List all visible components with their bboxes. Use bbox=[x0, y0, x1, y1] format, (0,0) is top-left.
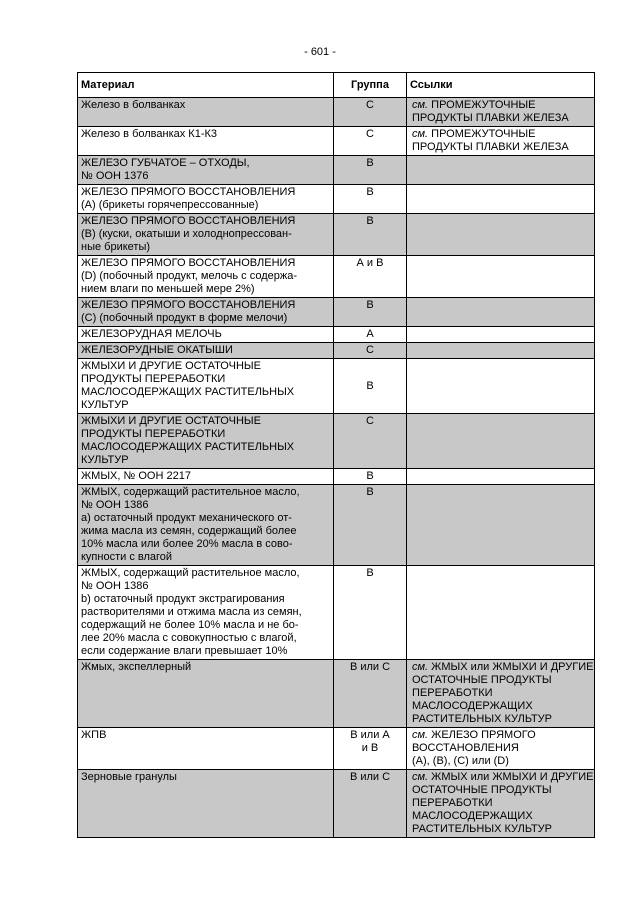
material-cell bbox=[78, 98, 334, 127]
see-marker: см. bbox=[412, 661, 429, 673]
material-line: ЖМЫХИ И ДРУГИЕ ОСТАТОЧНЫЕ bbox=[81, 415, 261, 427]
material-line: если содержание влаги превышает 10% bbox=[81, 645, 288, 657]
cargo-table bbox=[77, 72, 595, 838]
material-line: ЖПВ bbox=[81, 729, 107, 741]
reference-line-wrap bbox=[412, 755, 591, 768]
reference-line-wrap bbox=[412, 823, 591, 836]
reference-line-wrap bbox=[412, 674, 591, 687]
material-line: жима масла из семян, содержащий более bbox=[81, 525, 297, 537]
material-cell bbox=[78, 728, 334, 770]
header-references: Ссылки bbox=[407, 73, 595, 98]
group-cell bbox=[334, 214, 407, 256]
group-line: C bbox=[366, 128, 374, 140]
references-cell bbox=[407, 469, 595, 485]
page-number: - 601 - bbox=[304, 46, 336, 58]
group-line: B bbox=[366, 567, 374, 579]
see-marker: см. bbox=[412, 771, 429, 783]
reference-line-wrap bbox=[412, 661, 594, 674]
references-cell bbox=[407, 660, 595, 728]
reference-line-wrap bbox=[412, 771, 594, 784]
material-line: ЖЕЛЕЗО ПРЯМОГО ВОССТАНОВЛЕНИЯ bbox=[81, 257, 296, 269]
references-cell bbox=[407, 327, 595, 343]
table-row bbox=[78, 414, 595, 469]
group-cell bbox=[334, 256, 407, 298]
material-cell bbox=[78, 359, 334, 414]
group-line: B bbox=[366, 299, 374, 311]
material-cell bbox=[78, 156, 334, 185]
material-cell bbox=[78, 485, 334, 566]
material-line: (D) (побочный продукт, мелочь с содержа- bbox=[81, 270, 297, 282]
group-line: B или C bbox=[349, 661, 391, 673]
table-row bbox=[78, 728, 595, 770]
reference-line: МАСЛОСОДЕРЖАЩИХ bbox=[412, 700, 533, 712]
group-cell bbox=[334, 343, 407, 359]
material-line: (С) (побочный продукт в форме мелочи) bbox=[81, 312, 288, 324]
reference-line: ЖМЫХ или ЖМЫХИ И ДРУГИЕ bbox=[431, 661, 594, 673]
reference-line: ПЕРЕРАБОТКИ bbox=[412, 687, 493, 699]
material-line: ЖЕЛЕЗОРУДНЫЕ ОКАТЫШИ bbox=[81, 344, 233, 356]
table-row bbox=[78, 127, 595, 156]
material-line: b) остаточный продукт экстрагирования bbox=[81, 593, 285, 605]
material-line: купности с влагой bbox=[81, 551, 173, 563]
reference-line: ЖЕЛЕЗО ПРЯМОГО bbox=[431, 729, 536, 741]
table-row bbox=[78, 185, 595, 214]
group-line: B bbox=[366, 470, 374, 482]
material-cell bbox=[78, 185, 334, 214]
material-cell bbox=[78, 660, 334, 728]
reference-line-wrap bbox=[412, 810, 591, 823]
group-line: B bbox=[366, 379, 374, 392]
reference-line-wrap bbox=[412, 713, 591, 726]
group-cell bbox=[334, 566, 407, 660]
group-line: B bbox=[366, 186, 374, 198]
material-line: Жмых, экспеллерный bbox=[81, 661, 192, 673]
material-line: Зерновые гранулы bbox=[81, 771, 177, 783]
references-cell bbox=[407, 185, 595, 214]
reference-line: (А), (В), (С) или (D) bbox=[412, 755, 509, 767]
references-cell bbox=[407, 127, 595, 156]
material-line: ЖМЫХ, № ООН 2217 bbox=[81, 470, 191, 482]
material-line: содержащий не более 10% масла и не бо- bbox=[81, 619, 299, 631]
see-marker: см. bbox=[412, 128, 429, 140]
reference-line: ЖМЫХ или ЖМЫХИ И ДРУГИЕ bbox=[431, 771, 594, 783]
group-line: B или C bbox=[349, 771, 391, 783]
group-cell bbox=[334, 185, 407, 214]
header-group: Группа bbox=[334, 73, 407, 98]
see-marker: см. bbox=[412, 99, 429, 111]
references-cell bbox=[407, 256, 595, 298]
references-cell bbox=[407, 770, 595, 838]
table-row bbox=[78, 469, 595, 485]
reference-line: ПРОДУКТЫ ПЛАВКИ ЖЕЛЕЗА bbox=[412, 112, 569, 124]
group-line: B bbox=[366, 157, 374, 169]
table-row bbox=[78, 298, 595, 327]
reference-line: ПРОМЕЖУТОЧНЫЕ bbox=[431, 99, 536, 111]
reference-line-wrap bbox=[412, 797, 591, 810]
material-line: ЖМЫХИ И ДРУГИЕ ОСТАТОЧНЫЕ bbox=[81, 360, 261, 372]
table-body bbox=[78, 98, 595, 838]
table-row bbox=[78, 156, 595, 185]
references-cell bbox=[407, 214, 595, 256]
material-cell bbox=[78, 469, 334, 485]
reference-line-wrap bbox=[412, 128, 591, 141]
material-line: КУЛЬТУР bbox=[81, 399, 129, 411]
material-line: лее 20% масла с совокупностью с влагой, bbox=[81, 632, 297, 644]
material-line: ЖЕЛЕЗО ГУБЧАТОЕ – ОТХОДЫ, bbox=[81, 157, 250, 169]
reference-line-wrap bbox=[412, 700, 591, 713]
group-cell bbox=[334, 660, 407, 728]
references-cell bbox=[407, 728, 595, 770]
material-line: ЖМЫХ, содержащий растительное масло, bbox=[81, 486, 300, 498]
material-line: ПРОДУКТЫ ПЕРЕРАБОТКИ bbox=[81, 373, 226, 385]
group-line: C bbox=[366, 99, 374, 111]
group-cell bbox=[334, 414, 407, 469]
material-line: МАСЛОСОДЕРЖАЩИХ РАСТИТЕЛЬНЫХ bbox=[81, 386, 295, 398]
references-cell bbox=[407, 98, 595, 127]
group-cell bbox=[334, 327, 407, 343]
reference-line-wrap bbox=[412, 112, 591, 125]
group-cell bbox=[334, 770, 407, 838]
material-line: КУЛЬТУР bbox=[81, 454, 129, 466]
references-cell bbox=[407, 485, 595, 566]
group-line: и B bbox=[361, 742, 379, 754]
material-line: 10% масла или более 20% масла в сово- bbox=[81, 538, 293, 550]
group-cell bbox=[334, 728, 407, 770]
reference-line-wrap bbox=[412, 141, 591, 154]
material-cell bbox=[78, 343, 334, 359]
reference-line: ОСТАТОЧНЫЕ ПРОДУКТЫ bbox=[412, 784, 552, 796]
table-row bbox=[78, 214, 595, 256]
reference-line-wrap bbox=[412, 784, 591, 797]
material-line: МАСЛОСОДЕРЖАЩИХ РАСТИТЕЛЬНЫХ bbox=[81, 441, 295, 453]
material-line: ЖЕЛЕЗО ПРЯМОГО ВОССТАНОВЛЕНИЯ bbox=[81, 215, 296, 227]
reference-line: РАСТИТЕЛЬНЫХ КУЛЬТУР bbox=[412, 823, 553, 835]
material-line: ЖЕЛЕЗО ПРЯМОГО ВОССТАНОВЛЕНИЯ bbox=[81, 299, 296, 311]
table-row bbox=[78, 770, 595, 838]
reference-line: РАСТИТЕЛЬНЫХ КУЛЬТУР bbox=[412, 713, 553, 725]
group-line: B или A bbox=[350, 729, 390, 741]
reference-line-wrap bbox=[412, 99, 591, 112]
reference-line: ПРОДУКТЫ ПЛАВКИ ЖЕЛЕЗА bbox=[412, 141, 569, 153]
table-row bbox=[78, 485, 595, 566]
material-line: нием влаги по меньшей мере 2%) bbox=[81, 283, 255, 295]
reference-line-wrap bbox=[412, 729, 591, 742]
group-cell bbox=[334, 156, 407, 185]
references-cell bbox=[407, 156, 595, 185]
table-row bbox=[78, 343, 595, 359]
material-line: ЖЕЛЕЗО ПРЯМОГО ВОССТАНОВЛЕНИЯ bbox=[81, 186, 296, 198]
group-line: А и В bbox=[356, 257, 384, 269]
group-line: C bbox=[366, 344, 374, 356]
references-cell bbox=[407, 566, 595, 660]
group-cell bbox=[334, 298, 407, 327]
reference-line: ПЕРЕРАБОТКИ bbox=[412, 797, 493, 809]
table-row bbox=[78, 256, 595, 298]
material-line: (В) (куски, окатыши и холоднопрессован- bbox=[81, 228, 292, 240]
material-line: № ООН 1386 bbox=[81, 580, 149, 592]
table-row bbox=[78, 660, 595, 728]
material-cell bbox=[78, 770, 334, 838]
table-row bbox=[78, 359, 595, 414]
references-cell bbox=[407, 343, 595, 359]
table-row bbox=[78, 566, 595, 660]
material-line: № ООН 1386 bbox=[81, 499, 149, 511]
references-cell bbox=[407, 298, 595, 327]
references-cell bbox=[407, 414, 595, 469]
group-cell bbox=[334, 359, 407, 414]
group-line: A bbox=[366, 328, 374, 340]
reference-line: ПРОМЕЖУТОЧНЫЕ bbox=[431, 128, 536, 140]
group-cell bbox=[334, 485, 407, 566]
table-row bbox=[78, 98, 595, 127]
material-line: Железо в болванках bbox=[81, 99, 186, 111]
material-line: a) остаточный продукт механического от- bbox=[81, 512, 292, 524]
material-line: № ООН 1376 bbox=[81, 170, 149, 182]
material-cell bbox=[78, 414, 334, 469]
material-line: Железо в болванках К1-К3 bbox=[81, 128, 218, 140]
reference-line: ОСТАТОЧНЫЕ ПРОДУКТЫ bbox=[412, 674, 552, 686]
reference-line-wrap bbox=[412, 742, 591, 755]
group-line: C bbox=[366, 415, 374, 427]
material-cell bbox=[78, 214, 334, 256]
material-line: растворителями и отжима масла из семян, bbox=[81, 606, 302, 618]
table-header-row bbox=[78, 73, 595, 98]
reference-line: ВОССТАНОВЛЕНИЯ bbox=[412, 742, 519, 754]
material-cell bbox=[78, 298, 334, 327]
material-cell bbox=[78, 127, 334, 156]
material-cell bbox=[78, 327, 334, 343]
table-row bbox=[78, 327, 595, 343]
material-cell bbox=[78, 566, 334, 660]
material-line: ПРОДУКТЫ ПЕРЕРАБОТКИ bbox=[81, 428, 226, 440]
header-material: Материал bbox=[78, 73, 334, 98]
reference-line: МАСЛОСОДЕРЖАЩИХ bbox=[412, 810, 533, 822]
group-line: B bbox=[366, 215, 374, 227]
group-cell bbox=[334, 98, 407, 127]
reference-line-wrap bbox=[412, 687, 591, 700]
material-line: (А) (брикеты горячепрессованные) bbox=[81, 199, 259, 211]
see-marker: см. bbox=[412, 729, 429, 741]
material-line: ЖЕЛЕЗОРУДНАЯ МЕЛОЧЬ bbox=[81, 328, 222, 340]
references-cell bbox=[407, 359, 595, 414]
material-cell bbox=[78, 256, 334, 298]
material-line: ные брикеты) bbox=[81, 241, 151, 253]
group-cell bbox=[334, 469, 407, 485]
material-line: ЖМЫХ, содержащий растительное масло, bbox=[81, 567, 300, 579]
group-cell bbox=[334, 127, 407, 156]
group-line: B bbox=[366, 486, 374, 498]
